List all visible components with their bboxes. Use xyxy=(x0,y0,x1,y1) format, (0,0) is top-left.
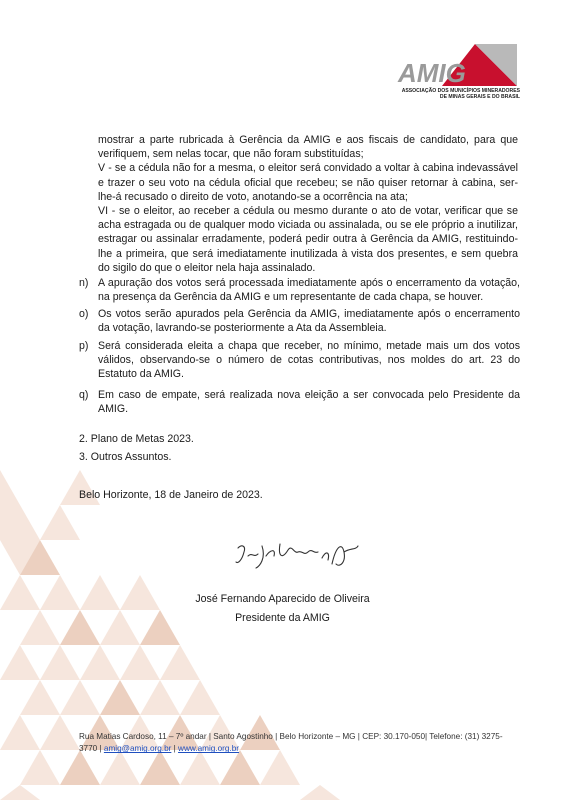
agenda-item-3: 3. Outros Assuntos. xyxy=(79,451,172,463)
paragraph-item-v: V - se a cédula não for a mesma, o eleitor será convidado a voltar à cabina indevassável e trazer o seu voto na cédula oficial que recebeu; se não quiser retornar à cabina, ser-lhe-á recusado o direito de voto, anotando-se a ocorrência na ata; xyxy=(98,162,518,203)
list-item-p xyxy=(79,339,520,382)
paragraph-item-vi: VI - se o eleitor, ao receber a cédula ou mesmo durante o ato de votar, verificar que se acha estragada ou de qualquer modo viciada ou assinalada, ou se ele próprio a inutilizar, estragar ou assinalar erradamente, poderá pedir outra à Gerência da AMIG, restituindo-lhe a primeira, que será imediatamente inutilizada à vista dos presentes, e sem quebra do sigilo do que o eleitor nela haja assinalado. xyxy=(98,205,518,274)
list-item-text: Em caso de empate, será realizada nova eleição a ser convocada pelo Presidente da AMIG. xyxy=(98,389,520,416)
handwritten-signature xyxy=(232,538,362,578)
paragraph-continuation: mostrar a parte rubricada à Gerência da AMIG e aos fiscais de candidato, para que verifiquem, sem nelas tocar, que não foram substituídas; xyxy=(98,134,518,161)
list-item-label: p) xyxy=(79,340,89,352)
footer-address: Rua Matias Cardoso, 11 – 7º andar | Santo Agostinho | Belo Horizonte – MG | CEP: 30.170-050| Telefone: (31) 3275-3770 | xyxy=(79,732,503,754)
signatory-name: José Fernando Aparecido de Oliveira xyxy=(195,593,370,605)
list-item-text: A apuração dos votos será processada imediatamente após o encerramento da votação, na presença da Gerência da AMIG e um representante de cada chapa, se houver. xyxy=(98,277,520,304)
logo-subtitle-line2: DE MINAS GERAIS E DO BRASIL xyxy=(439,94,520,101)
website-link[interactable]: www.amig.org.br xyxy=(178,744,240,754)
list-item-label: n) xyxy=(79,277,89,289)
footer-separator: | xyxy=(171,744,179,754)
logo-subtitle-line1: ASSOCIAÇÃO DOS MUNICÍPIOS MINERADORES xyxy=(401,88,520,94)
list-item-n xyxy=(79,276,520,304)
continued-article-text xyxy=(98,133,518,275)
logo-subtitle xyxy=(396,88,520,100)
list-item-q xyxy=(79,388,520,416)
list-item-o xyxy=(79,307,520,335)
agenda-item-2: 2. Plano de Metas 2023. xyxy=(79,433,194,445)
email-link[interactable]: amig@amig.org.br xyxy=(103,744,172,754)
list-item-text: Será considerada eleita a chapa que receber, no mínimo, metade mais um dos votos válidos, observando-se o número de cotas contributivas, nos moldes do art. 23 do Estatuto da AMIG. xyxy=(98,340,520,381)
svg-text:AMIG: AMIG xyxy=(398,58,466,88)
list-item-label: q) xyxy=(79,389,89,401)
signatory-title: Presidente da AMIG xyxy=(235,612,330,624)
list-item-label: o) xyxy=(79,308,89,320)
footer-contact xyxy=(79,731,519,756)
date-line: Belo Horizonte, 18 de Janeiro de 2023. xyxy=(79,489,263,501)
list-item-text: Os votos serão apurados pela Gerência da AMIG, imediatamente após o encerramento da votação, lavrando-se posteriormente a Ata da Assembleia. xyxy=(98,308,520,335)
